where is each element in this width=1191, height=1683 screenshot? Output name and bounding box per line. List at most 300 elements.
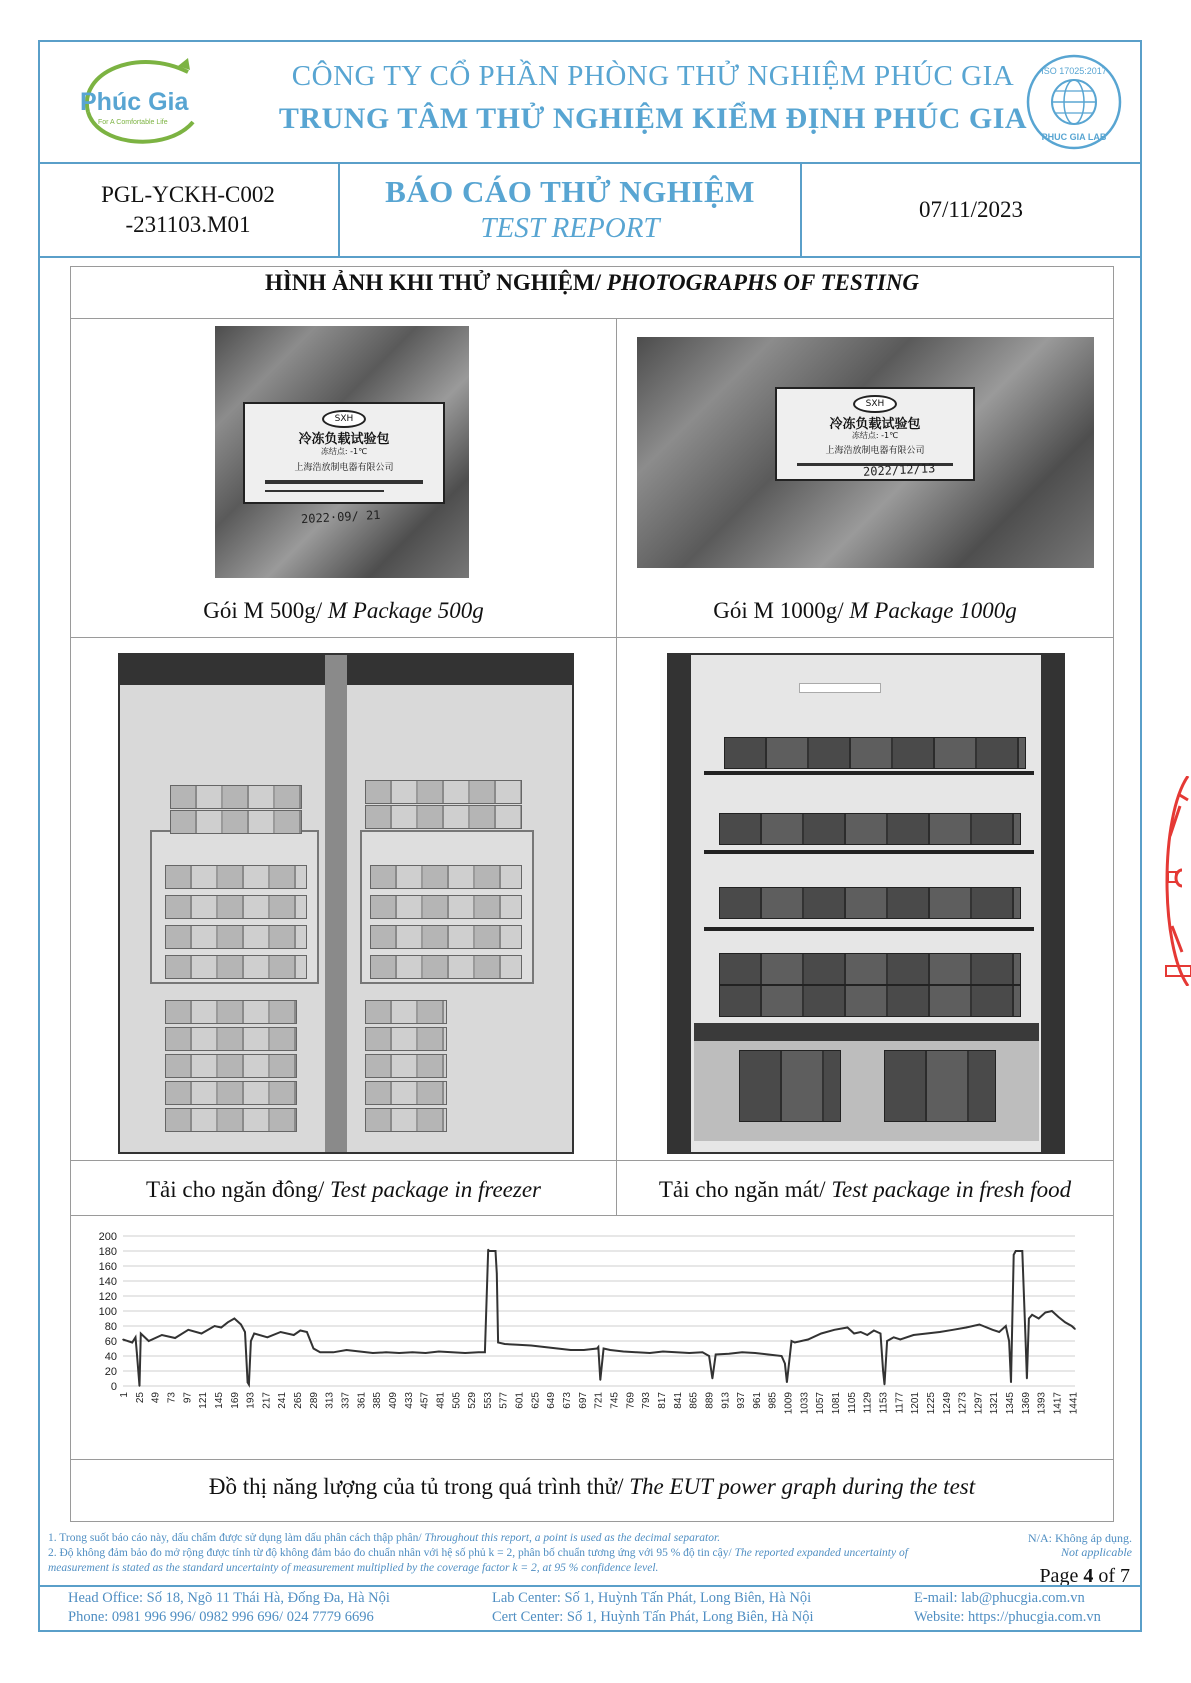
data-point	[1071, 1325, 1073, 1327]
label-brand: SXH	[322, 410, 366, 428]
data-point	[244, 1331, 246, 1333]
data-point	[860, 1331, 862, 1333]
test-packages	[165, 1108, 297, 1132]
data-point	[517, 1344, 519, 1346]
fridge-shelf	[704, 850, 1034, 854]
divider	[70, 637, 1114, 638]
cert-center: Cert Center: Số 1, Huỳnh Tấn Phát, Long Biên, Hà Nội	[492, 1609, 814, 1625]
x-tick-label: 1345	[1005, 1392, 1017, 1415]
data-point	[662, 1351, 664, 1353]
data-point	[754, 1352, 756, 1354]
x-tick-label: 1153	[878, 1392, 890, 1414]
data-point	[240, 1324, 242, 1326]
x-tick-label: 1033	[799, 1392, 811, 1415]
data-point	[873, 1330, 875, 1332]
phone: Phone: 0981 996 996/ 0982 996 696/ 024 7779 6696	[68, 1609, 374, 1625]
y-tick-label: 60	[104, 1336, 117, 1348]
data-point	[359, 1351, 361, 1353]
caption-vi: Gói M 1000g/	[713, 598, 850, 623]
lab-center: Lab Center: Số 1, Huỳnh Tấn Phát, Long Biên, Hà Nội	[492, 1590, 812, 1606]
x-tick-label: 721	[593, 1392, 605, 1409]
data-point	[161, 1334, 163, 1336]
x-tick-label: 73	[166, 1392, 178, 1404]
chart-y-axis	[99, 1231, 117, 1393]
test-packages	[165, 1027, 297, 1051]
note-1-en: Throughout this report, a point is used as the decimal separator.	[424, 1532, 721, 1544]
iso-certification-seal	[1024, 52, 1124, 152]
label-text-line	[265, 480, 423, 484]
x-tick-label: 49	[150, 1392, 162, 1404]
note-2-vi: 2. Độ không đảm bảo đo mở rộng được tính từ độ không đảm bảo đo chuẩn nhân với hệ số phủ k = 2, phân bố chuẩn tương ứng với 95 % độ tin cậy/	[48, 1547, 735, 1559]
x-tick-label: 1393	[1036, 1392, 1048, 1415]
power-series-line	[123, 1250, 1075, 1387]
divider	[616, 318, 617, 1215]
data-point	[1058, 1316, 1060, 1318]
chart-caption-vi: Đồ thị năng lượng của tủ trong quá trình thử/	[208, 1474, 630, 1499]
data-point	[794, 1342, 796, 1344]
data-point	[412, 1351, 414, 1353]
data-point	[333, 1351, 335, 1353]
data-point	[899, 1339, 901, 1341]
test-packages	[165, 1000, 297, 1024]
note-2-en: The reported expanded uncertainty of measurement is stated as the standard uncertainty of measurement multiplied by the coverage factor k = 2, at 95 % confidence level.	[48, 1547, 908, 1574]
caption-en: Test package in freezer	[329, 1177, 541, 1202]
x-tick-label: 961	[751, 1392, 763, 1409]
test-packages	[365, 805, 522, 829]
data-point	[1074, 1328, 1076, 1330]
test-packages	[884, 1050, 996, 1122]
data-point	[140, 1333, 142, 1335]
crisper-shelf	[694, 1023, 1039, 1041]
photo-edge	[1041, 655, 1063, 1152]
data-point	[728, 1353, 730, 1355]
data-point	[248, 1384, 250, 1386]
data-point	[1010, 1381, 1012, 1383]
data-point	[214, 1325, 216, 1327]
x-tick-label: 1201	[910, 1392, 922, 1415]
x-tick-label: 1441	[1068, 1392, 1080, 1415]
data-point	[939, 1331, 941, 1333]
caption-package-1000g	[617, 598, 1113, 624]
test-packages	[365, 1081, 447, 1105]
data-point	[267, 1336, 269, 1338]
data-point	[220, 1327, 222, 1329]
data-point	[1038, 1318, 1040, 1320]
test-packages	[165, 1054, 297, 1078]
data-point	[464, 1352, 466, 1354]
x-tick-label: 361	[356, 1392, 368, 1409]
data-point	[122, 1339, 124, 1341]
test-packages	[165, 865, 307, 889]
caption-vi: Tải cho ngăn đông/	[146, 1177, 330, 1202]
fridge-shelf	[704, 927, 1034, 931]
data-point	[1064, 1321, 1066, 1323]
test-packages	[365, 1027, 447, 1051]
data-point	[820, 1333, 822, 1335]
data-point	[300, 1330, 302, 1332]
report-title-vi: BÁO CÁO THỬ NGHIỆM	[385, 174, 755, 209]
y-tick-label: 40	[104, 1351, 117, 1363]
data-point	[187, 1329, 189, 1331]
x-tick-label: 481	[435, 1392, 447, 1409]
note-1-vi: 1. Trong suốt báo cáo này, dấu chấm được sử dụng làm dấu phân cách thập phân/	[48, 1532, 425, 1544]
data-point	[867, 1334, 869, 1336]
x-tick-label: 217	[261, 1392, 273, 1409]
data-point	[708, 1355, 710, 1357]
caption-freezer	[71, 1177, 616, 1203]
x-tick-label: 745	[609, 1392, 621, 1409]
footer-centers	[492, 1589, 814, 1627]
data-point	[293, 1334, 295, 1336]
divider	[70, 1160, 1114, 1161]
data-point	[135, 1336, 137, 1338]
section-title	[70, 270, 1114, 296]
photo-freezer-load	[118, 653, 574, 1154]
y-tick-label: 80	[104, 1321, 117, 1333]
report-code-line2: -231103.M01	[125, 212, 251, 237]
data-point	[131, 1342, 133, 1344]
fridge-shelf	[704, 771, 1034, 775]
section-title-en: PHOTOGRAPHS OF TESTING	[606, 270, 920, 295]
report-title-en: TEST REPORT	[480, 212, 660, 244]
company-name: CÔNG TY CỔ PHẦN PHÒNG THỬ NGHIỆM PHÚC GIA	[291, 60, 1015, 92]
website-link[interactable]: Website: https://phucgia.com.vn	[914, 1609, 1101, 1625]
x-tick-label: 169	[229, 1392, 241, 1409]
x-tick-label: 817	[656, 1392, 668, 1409]
test-packages	[719, 953, 1021, 985]
test-packages	[724, 737, 1026, 769]
report-title	[340, 164, 802, 256]
photo-package-500g	[215, 326, 469, 578]
divider	[70, 318, 1114, 319]
caption-en: M Package 1000g	[849, 598, 1017, 623]
x-tick-label: 385	[372, 1392, 384, 1409]
data-point	[451, 1351, 453, 1353]
data-point	[992, 1329, 994, 1331]
data-point	[715, 1354, 717, 1356]
chart-x-axis	[119, 1392, 1079, 1415]
data-point	[319, 1351, 321, 1353]
data-point	[280, 1331, 282, 1333]
x-tick-label: 601	[514, 1392, 526, 1409]
data-point	[791, 1340, 793, 1342]
data-point	[250, 1340, 252, 1342]
x-tick-label: 1321	[989, 1392, 1001, 1415]
phuc-gia-logo	[58, 52, 218, 152]
na-en: Not applicable	[1061, 1545, 1132, 1559]
center-name: TRUNG TÂM THỬ NGHIỆM KIỂM ĐỊNH PHÚC GIA	[278, 102, 1028, 135]
test-packages	[365, 1000, 447, 1024]
data-point	[372, 1352, 374, 1354]
caption-en: M Package 500g	[327, 598, 484, 623]
label-company: 上海浩放制电器有限公司	[825, 446, 925, 456]
photo-fresh-food-load	[667, 653, 1065, 1154]
data-point	[712, 1378, 714, 1380]
data-point	[496, 1273, 498, 1275]
x-tick-label: 1	[119, 1392, 130, 1398]
data-point	[807, 1339, 809, 1341]
y-tick-label: 100	[98, 1306, 117, 1318]
test-packages	[719, 985, 1021, 1017]
x-tick-label: 265	[293, 1392, 305, 1409]
divider	[70, 1459, 1114, 1460]
test-packages	[170, 785, 302, 809]
x-tick-label: 241	[277, 1392, 289, 1409]
test-packages	[165, 955, 307, 979]
data-point	[1025, 1340, 1027, 1342]
footer-contact	[914, 1589, 1101, 1627]
x-tick-label: 1417	[1052, 1392, 1064, 1415]
data-point	[702, 1351, 704, 1353]
x-tick-label: 97	[182, 1392, 194, 1404]
logo-tagline: For A Comfortable Life	[98, 119, 168, 126]
data-point	[346, 1349, 348, 1351]
data-point	[1051, 1310, 1053, 1312]
data-point	[398, 1352, 400, 1354]
test-packages	[719, 887, 1021, 919]
date-stamp: 2022·09/ 21	[300, 507, 381, 527]
data-point	[247, 1381, 249, 1383]
section-title-vi: HÌNH ẢNH KHI THỬ NGHIỆM/	[264, 270, 607, 295]
x-tick-label: 289	[308, 1392, 320, 1409]
data-point	[847, 1327, 849, 1329]
x-tick-label: 433	[403, 1392, 415, 1409]
freezer-divider	[325, 655, 347, 1152]
x-tick-label: 1177	[894, 1392, 906, 1414]
data-point	[313, 1348, 315, 1350]
caption-package-500g	[71, 598, 616, 624]
data-point	[598, 1346, 600, 1348]
data-point	[484, 1351, 486, 1353]
x-tick-label: 913	[720, 1392, 732, 1409]
data-point	[478, 1351, 480, 1353]
page-current: 4	[1083, 1565, 1094, 1587]
chart-caption-en: The EUT power graph during the test	[629, 1474, 976, 1499]
data-point	[893, 1336, 895, 1338]
fridge-light	[799, 683, 881, 693]
label-sub: 冻结点: -1℃	[851, 431, 899, 440]
y-tick-label: 200	[98, 1231, 117, 1243]
x-tick-label: 553	[482, 1392, 494, 1409]
x-tick-label: 337	[340, 1392, 352, 1409]
power-chart	[95, 1228, 1095, 1456]
test-packages	[370, 895, 522, 919]
photo-package-1000g	[637, 337, 1094, 568]
data-point	[952, 1329, 954, 1331]
data-point	[306, 1331, 308, 1333]
chart-caption	[70, 1474, 1114, 1500]
data-point	[979, 1324, 981, 1326]
page-total: of 7	[1093, 1565, 1130, 1587]
data-point	[768, 1354, 770, 1356]
email-link[interactable]: E-mail: lab@phucgia.com.vn	[914, 1590, 1085, 1606]
data-point	[234, 1318, 236, 1320]
data-point	[488, 1250, 490, 1252]
x-tick-label: 577	[498, 1392, 510, 1409]
data-point	[1008, 1340, 1010, 1342]
data-point	[1028, 1318, 1030, 1320]
x-tick-label: 649	[546, 1392, 558, 1409]
y-tick-label: 120	[98, 1291, 117, 1303]
data-point	[675, 1351, 677, 1353]
report-code	[38, 164, 340, 256]
footer-office	[68, 1589, 390, 1627]
data-point	[636, 1351, 638, 1353]
x-tick-label: 193	[245, 1392, 257, 1409]
x-tick-label: 1009	[783, 1392, 795, 1415]
test-packages	[719, 813, 1021, 845]
data-point	[495, 1250, 497, 1252]
data-point	[570, 1349, 572, 1351]
x-tick-label: 1273	[957, 1392, 969, 1415]
photo-edge	[669, 655, 691, 1152]
y-tick-label: 20	[104, 1366, 117, 1378]
report-title-row	[38, 164, 1142, 258]
side-seal-stamp	[1152, 776, 1191, 986]
data-point	[253, 1333, 255, 1335]
data-point	[853, 1333, 855, 1335]
x-tick-label: 1129	[862, 1392, 874, 1414]
x-tick-label: 505	[451, 1392, 463, 1409]
data-point	[504, 1343, 506, 1345]
data-point	[487, 1249, 489, 1251]
report-date: 07/11/2023	[919, 197, 1023, 222]
data-point	[557, 1348, 559, 1350]
test-packages	[170, 810, 302, 834]
x-tick-label: 769	[625, 1392, 637, 1409]
x-tick-label: 841	[672, 1392, 684, 1409]
divider	[70, 1215, 1114, 1216]
y-tick-label: 160	[98, 1261, 117, 1273]
data-point	[913, 1334, 915, 1336]
data-point	[1021, 1250, 1023, 1252]
data-point	[786, 1381, 788, 1383]
data-point	[965, 1327, 967, 1329]
caption-vi: Tải cho ngăn mát/	[658, 1177, 832, 1202]
x-tick-label: 697	[577, 1392, 589, 1409]
x-tick-label: 673	[562, 1392, 574, 1409]
x-tick-label: 121	[198, 1392, 210, 1409]
data-point	[227, 1321, 229, 1323]
data-point	[438, 1351, 440, 1353]
label-brand: SXH	[853, 395, 897, 413]
data-point	[1026, 1378, 1028, 1380]
label-text-line	[265, 490, 384, 492]
note-1	[48, 1531, 968, 1546]
caption-en: Test package in fresh food	[831, 1177, 1072, 1202]
data-point	[882, 1370, 884, 1372]
x-tick-label: 529	[467, 1392, 479, 1409]
test-packages	[165, 895, 307, 919]
data-point	[201, 1333, 203, 1335]
data-point	[1018, 1250, 1020, 1252]
x-tick-label: 865	[688, 1392, 700, 1409]
data-point	[998, 1331, 1000, 1333]
data-point	[136, 1351, 138, 1353]
data-point	[174, 1337, 176, 1339]
logo-text: Phúc Gia	[80, 88, 189, 116]
na-vi: N/A: Không áp dụng.	[1028, 1531, 1132, 1545]
y-tick-label: 0	[110, 1381, 117, 1393]
test-packages	[365, 780, 522, 804]
data-point	[1015, 1250, 1017, 1252]
iso-top-text: ISO 17025:2017	[1041, 66, 1107, 76]
label-company: 上海浩放制电器有限公司	[294, 463, 394, 473]
x-tick-label: 1081	[831, 1392, 843, 1415]
x-tick-label: 1225	[925, 1392, 937, 1415]
data-point	[781, 1355, 783, 1357]
data-point	[649, 1352, 651, 1354]
x-tick-label: 1105	[846, 1392, 858, 1414]
label-title: 冷冻负载试验包	[829, 417, 921, 432]
data-point	[623, 1351, 625, 1353]
x-tick-label: 313	[324, 1392, 336, 1409]
y-tick-label: 140	[98, 1276, 117, 1288]
chart-plot-area	[122, 1249, 1076, 1387]
data-point	[784, 1363, 786, 1365]
label-sub: 冻结点: -1℃	[320, 447, 368, 456]
data-point	[609, 1349, 611, 1351]
na-legend	[968, 1531, 1132, 1559]
x-tick-label: 889	[704, 1392, 716, 1409]
caption-vi: Gói M 500g/	[203, 598, 328, 623]
x-tick-label: 25	[134, 1392, 146, 1404]
x-tick-label: 625	[530, 1392, 542, 1409]
data-point	[600, 1379, 602, 1381]
data-point	[530, 1345, 532, 1347]
data-point	[834, 1329, 836, 1331]
test-packages	[365, 1108, 447, 1132]
report-code-line1: PGL-YCKH-C002	[101, 182, 275, 207]
caption-fresh-food	[617, 1177, 1113, 1203]
note-2	[48, 1546, 968, 1576]
data-point	[689, 1352, 691, 1354]
head-office: Head Office: Số 18, Ngõ 11 Thái Hà, Đống Đa, Hà Nội	[68, 1590, 390, 1606]
data-point	[1005, 1325, 1007, 1327]
x-tick-label: 409	[387, 1392, 399, 1409]
data-point	[148, 1340, 150, 1342]
data-point	[926, 1333, 928, 1335]
report-notes	[48, 1531, 968, 1576]
data-point	[1045, 1312, 1047, 1314]
package-label	[243, 402, 445, 504]
data-point	[880, 1333, 882, 1335]
test-packages	[739, 1050, 841, 1122]
x-tick-label: 457	[419, 1392, 431, 1409]
data-point	[497, 1342, 499, 1344]
test-packages	[365, 1054, 447, 1078]
data-point	[543, 1346, 545, 1348]
data-point	[385, 1351, 387, 1353]
y-tick-label: 180	[98, 1246, 117, 1258]
data-point	[741, 1351, 743, 1353]
x-tick-label: 1297	[973, 1392, 985, 1415]
x-tick-label: 145	[213, 1392, 225, 1409]
page-prefix: Page	[1039, 1565, 1084, 1587]
test-packages	[165, 925, 307, 949]
test-packages	[370, 925, 522, 949]
data-point	[491, 1250, 493, 1252]
data-point	[1013, 1254, 1015, 1256]
test-packages	[370, 955, 522, 979]
x-tick-label: 937	[736, 1392, 748, 1409]
x-tick-label: 793	[641, 1392, 653, 1409]
data-point	[425, 1352, 427, 1354]
test-packages	[370, 865, 522, 889]
x-tick-label: 985	[767, 1392, 779, 1409]
date-stamp: 2022/12/13	[862, 461, 936, 479]
data-point	[139, 1385, 141, 1387]
